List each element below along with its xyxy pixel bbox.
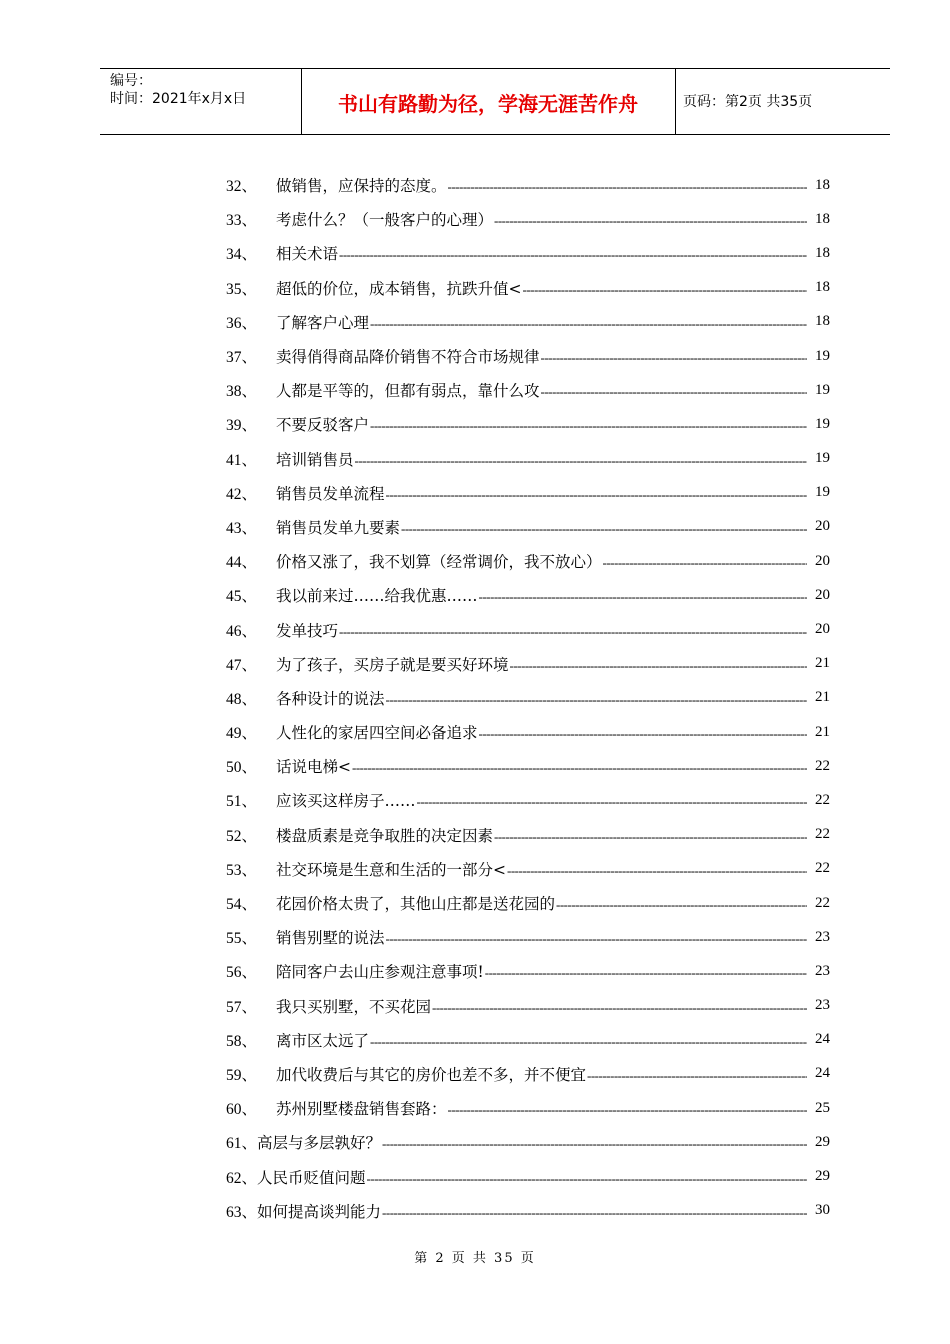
- toc-dot-leader: [382, 1205, 807, 1221]
- toc-entry-number: 51、: [226, 793, 258, 811]
- toc-dot-leader: [523, 282, 808, 298]
- toc-entry-title: 超低的价位，成本销售，抗跌升值<: [276, 279, 522, 298]
- toc-entry-title: 人民币贬值问题: [257, 1168, 366, 1187]
- table-of-contents: [226, 168, 830, 1228]
- toc-dot-leader: [339, 247, 807, 263]
- toc-entry-number: 46、: [226, 622, 258, 640]
- toc-entry[interactable]: [226, 818, 830, 852]
- toc-entry-page: 19: [815, 484, 830, 501]
- toc-entry[interactable]: [226, 954, 830, 988]
- time-label: 时间：2021年x月x日: [110, 91, 247, 107]
- toc-entry-number: 41、: [226, 451, 258, 469]
- toc-entry-number: 47、: [226, 656, 258, 674]
- document-header: [100, 68, 890, 135]
- toc-entry[interactable]: [226, 681, 830, 715]
- toc-dot-leader: [339, 624, 807, 640]
- toc-dot-leader: [541, 350, 807, 366]
- toc-entry-title: 销售别墅的说法: [276, 929, 385, 948]
- toc-entry-number: 62、: [226, 1169, 258, 1187]
- toc-entry-page: 18: [815, 176, 830, 193]
- toc-entry-number: 34、: [226, 246, 258, 264]
- toc-entry-number: 38、: [226, 383, 258, 401]
- toc-entry-page: 21: [815, 655, 830, 672]
- toc-entry-number: 42、: [226, 485, 258, 503]
- toc-entry-number: 44、: [226, 554, 258, 572]
- toc-entry-number: 32、: [226, 178, 258, 196]
- toc-entry-title: 人都是平等的，但都有弱点，靠什么攻: [276, 382, 540, 401]
- toc-entry-title: 陪同客户去山庄参观注意事项!: [276, 963, 484, 982]
- toc-entry-page: 22: [815, 860, 830, 877]
- toc-entry-title: 培训销售员: [276, 450, 354, 469]
- toc-entry-title: 我以前来过……给我优惠……: [276, 587, 478, 606]
- toc-entry-page: 19: [815, 347, 830, 364]
- toc-entry[interactable]: [226, 647, 830, 681]
- toc-entry-title: 苏州别墅楼盘销售套路：: [276, 1100, 447, 1119]
- header-page-info: 页码：第2页 共35页: [683, 94, 813, 110]
- toc-dot-leader: [386, 931, 807, 947]
- toc-entry-page: 23: [815, 928, 830, 945]
- toc-entry-number: 48、: [226, 690, 258, 708]
- toc-entry-number: 43、: [226, 519, 258, 537]
- toc-entry-number: 57、: [226, 998, 258, 1016]
- toc-entry-page: 20: [815, 552, 830, 569]
- toc-dot-leader: [541, 384, 807, 400]
- toc-entry-number: 45、: [226, 588, 258, 606]
- toc-entry-title: 我只买别墅，不买花园: [276, 997, 432, 1016]
- toc-entry[interactable]: [226, 1159, 830, 1193]
- toc-entry-page: 21: [815, 723, 830, 740]
- toc-entry-title: 销售员发单流程: [276, 484, 385, 503]
- toc-entry-title: 做销售，应保持的态度。: [276, 177, 447, 196]
- toc-dot-leader: [417, 794, 807, 810]
- toc-entry-title: 加代收费后与其它的房价也差不多，并不便宜: [276, 1065, 587, 1084]
- toc-dot-leader: [507, 863, 807, 879]
- toc-entry-number: 37、: [226, 349, 258, 367]
- toc-dot-leader: [556, 897, 807, 913]
- toc-entry-title: 卖得俏得商品降价销售不符合市场规律: [276, 348, 540, 367]
- toc-entry[interactable]: [226, 1023, 830, 1057]
- toc-entry[interactable]: [226, 715, 830, 749]
- toc-dot-leader: [432, 1000, 807, 1016]
- toc-entry-page: 21: [815, 689, 830, 706]
- toc-entry-page: 18: [815, 313, 830, 330]
- toc-entry-title: 社交环境是生意和生活的一部分<: [276, 860, 506, 879]
- toc-entry[interactable]: [226, 202, 830, 236]
- toc-entry-number: 55、: [226, 930, 258, 948]
- toc-entry-page: 24: [815, 1065, 830, 1082]
- toc-entry[interactable]: [226, 544, 830, 578]
- toc-entry[interactable]: [226, 407, 830, 441]
- toc-entry[interactable]: [226, 236, 830, 270]
- toc-entry[interactable]: [226, 1057, 830, 1091]
- toc-entry-title: 如何提高谈判能力: [257, 1202, 382, 1221]
- toc-dot-leader: [370, 1034, 807, 1050]
- toc-entry[interactable]: [226, 612, 830, 646]
- toc-entry[interactable]: [226, 749, 830, 783]
- toc-entry-page: 24: [815, 1031, 830, 1048]
- toc-entry[interactable]: [226, 1125, 830, 1159]
- toc-entry-page: 22: [815, 894, 830, 911]
- toc-entry-title: 了解客户心理: [276, 313, 370, 332]
- toc-entry[interactable]: [226, 271, 830, 305]
- toc-dot-leader: [367, 1171, 807, 1187]
- toc-entry[interactable]: [226, 1091, 830, 1125]
- toc-entry[interactable]: [226, 442, 830, 476]
- toc-entry-page: 29: [815, 1168, 830, 1185]
- toc-entry-page: 19: [815, 415, 830, 432]
- header-meta-cell: [100, 69, 302, 134]
- toc-entry[interactable]: [226, 578, 830, 612]
- toc-entry-page: 22: [815, 791, 830, 808]
- toc-entry-page: 18: [815, 279, 830, 296]
- toc-dot-leader: [448, 1102, 807, 1118]
- toc-dot-leader: [494, 213, 807, 229]
- toc-entry-title: 不要反驳客户: [276, 416, 370, 435]
- toc-entry[interactable]: [226, 476, 830, 510]
- toc-entry-page: 20: [815, 518, 830, 535]
- page-footer: 第 2 页 共 35 页: [414, 1251, 536, 1266]
- toc-entry-number: 39、: [226, 417, 258, 435]
- toc-entry-title: 花园价格太贵了，其他山庄都是送花园的: [276, 895, 556, 914]
- toc-entry-page: 18: [815, 210, 830, 227]
- toc-entry-number: 53、: [226, 861, 258, 879]
- toc-entry-title: 为了孩子，买房子就是要买好环境: [276, 655, 509, 674]
- toc-dot-leader: [479, 589, 807, 605]
- toc-dot-leader: [355, 453, 807, 469]
- toc-entry-number: 63、: [226, 1203, 258, 1221]
- toc-entry[interactable]: [226, 373, 830, 407]
- serial-label: 编号：: [110, 73, 152, 89]
- toc-entry-number: 52、: [226, 827, 258, 845]
- toc-entry-number: 56、: [226, 964, 258, 982]
- toc-entry-page: 23: [815, 962, 830, 979]
- toc-dot-leader: [510, 658, 807, 674]
- toc-entry-number: 49、: [226, 725, 258, 743]
- toc-entry-number: 50、: [226, 759, 258, 777]
- toc-dot-leader: [603, 555, 807, 571]
- toc-entry-title: 销售员发单九要素: [276, 518, 401, 537]
- toc-entry-title: 价格又涨了，我不划算（经常调价，我不放心）: [276, 553, 602, 572]
- toc-entry-number: 60、: [226, 1101, 258, 1119]
- toc-dot-leader: [401, 521, 807, 537]
- toc-entry-page: 29: [815, 1133, 830, 1150]
- toc-dot-leader: [386, 487, 807, 503]
- toc-entry-number: 36、: [226, 314, 258, 332]
- toc-entry-title: 离市区太远了: [276, 1031, 370, 1050]
- toc-entry-page: 19: [815, 381, 830, 398]
- toc-dot-leader: [370, 316, 807, 332]
- toc-entry-number: 58、: [226, 1032, 258, 1050]
- toc-dot-leader: [352, 760, 807, 776]
- toc-dot-leader: [382, 1136, 807, 1152]
- toc-entry-page: 22: [815, 757, 830, 774]
- header-motto: 书山有路勤为径，学海无涯苦作舟: [338, 92, 638, 116]
- toc-entry[interactable]: [226, 852, 830, 886]
- toc-entry-number: 61、: [226, 1135, 258, 1153]
- toc-entry-number: 35、: [226, 280, 258, 298]
- toc-dot-leader: [370, 418, 807, 434]
- toc-entry[interactable]: [226, 920, 830, 954]
- toc-dot-leader: [587, 1068, 807, 1084]
- toc-entry-title: 话说电梯<: [276, 758, 351, 777]
- toc-entry[interactable]: [226, 168, 830, 202]
- toc-dot-leader: [448, 179, 807, 195]
- toc-dot-leader: [386, 692, 807, 708]
- toc-entry[interactable]: [226, 886, 830, 920]
- toc-dot-leader: [494, 829, 807, 845]
- toc-entry-title: 高层与多层孰好？: [257, 1134, 382, 1153]
- toc-entry[interactable]: [226, 1194, 830, 1228]
- toc-entry-title: 应该买这样房子……: [276, 792, 416, 811]
- toc-entry[interactable]: [226, 510, 830, 544]
- toc-dot-leader: [479, 726, 807, 742]
- toc-entry-page: 25: [815, 1099, 830, 1116]
- toc-entry-page: 23: [815, 997, 830, 1014]
- toc-entry[interactable]: [226, 783, 830, 817]
- toc-entry-page: 18: [815, 244, 830, 261]
- header-motto-cell: [301, 69, 676, 134]
- toc-entry-number: 54、: [226, 896, 258, 914]
- toc-entry-title: 考虑什么？（一般客户的心理）: [276, 211, 494, 230]
- toc-entry[interactable]: [226, 339, 830, 373]
- toc-entry-title: 人性化的家居四空间必备追求: [276, 724, 478, 743]
- toc-entry-title: 各种设计的说法: [276, 689, 385, 708]
- toc-entry[interactable]: [226, 989, 830, 1023]
- toc-entry-page: 22: [815, 826, 830, 843]
- toc-entry-page: 19: [815, 450, 830, 467]
- toc-entry-page: 20: [815, 586, 830, 603]
- toc-entry-title: 楼盘质素是竞争取胜的决定因素: [276, 826, 494, 845]
- toc-entry[interactable]: [226, 305, 830, 339]
- toc-entry-page: 30: [815, 1202, 830, 1219]
- toc-entry-number: 59、: [226, 1066, 258, 1084]
- toc-entry-number: 33、: [226, 212, 258, 230]
- toc-entry-title: 发单技巧: [276, 621, 339, 640]
- toc-entry-title: 相关术语: [276, 245, 339, 264]
- toc-dot-leader: [485, 965, 807, 981]
- header-page-cell: [675, 69, 890, 134]
- toc-entry-page: 20: [815, 621, 830, 638]
